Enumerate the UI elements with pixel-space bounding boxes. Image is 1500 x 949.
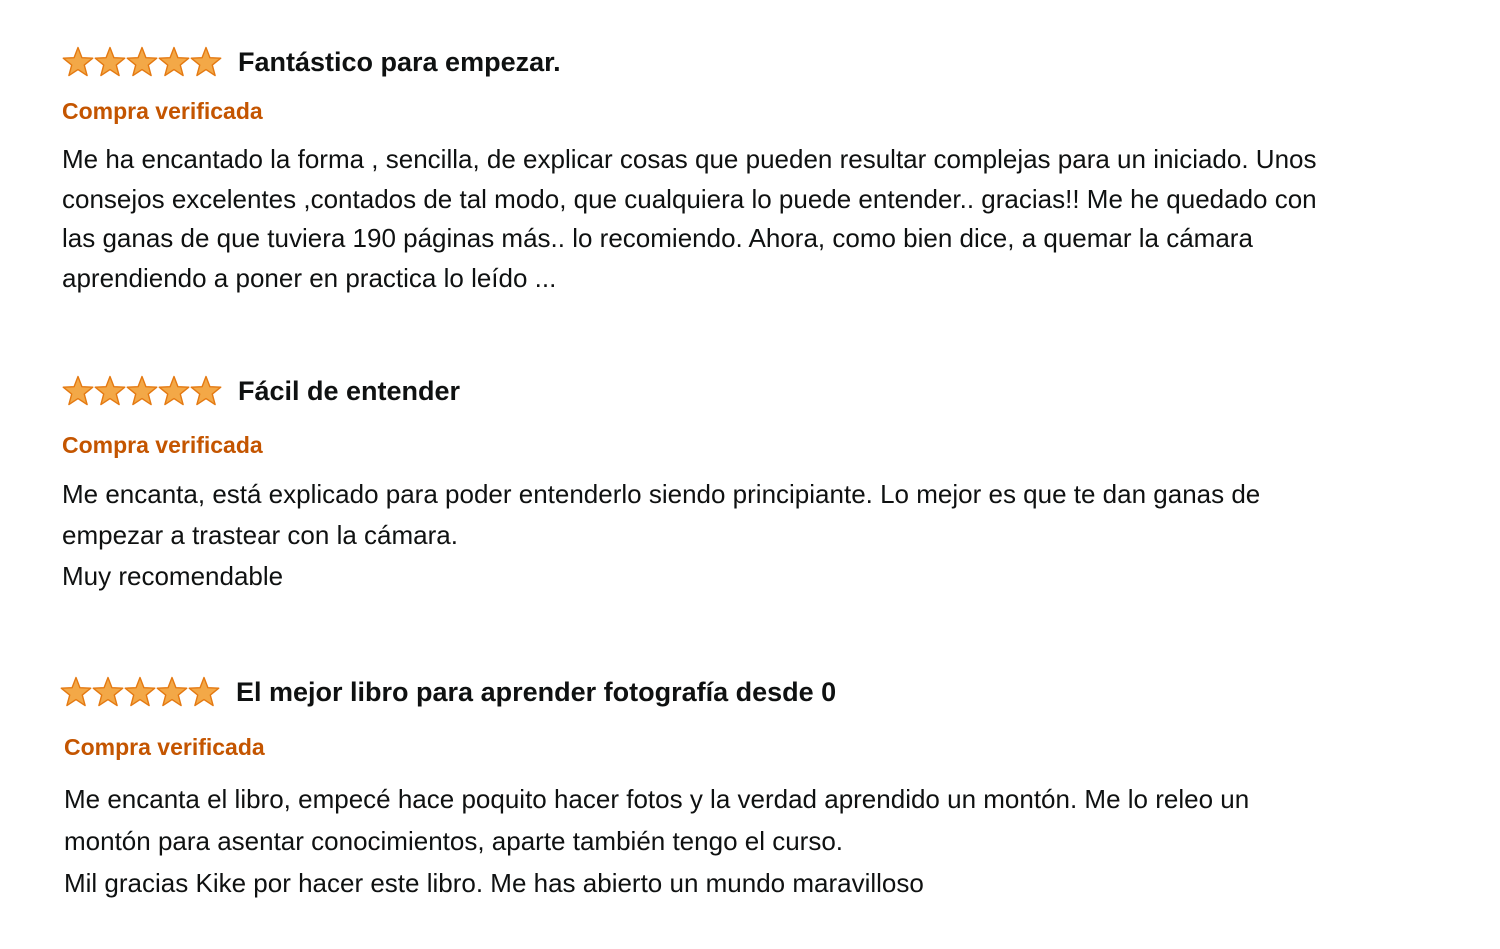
star-icon	[126, 46, 158, 78]
star-icon	[62, 375, 94, 407]
review-body	[62, 140, 1317, 298]
star-icon	[158, 375, 190, 407]
verified-purchase-badge: Compra verificada	[62, 432, 263, 458]
star-icon	[126, 375, 158, 407]
review-body-line: montón para asentar conocimientos, aparte también tengo el curso.	[64, 826, 844, 856]
review-body-line: Muy recomendable	[62, 561, 284, 591]
star-icon	[62, 46, 94, 78]
review-title[interactable]: El mejor libro para aprender fotografía desde 0	[236, 676, 837, 707]
review-body	[62, 474, 1260, 597]
review-body-line: empezar a trastear con la cámara.	[62, 520, 458, 550]
star-icon	[60, 676, 92, 708]
star-icon	[92, 676, 124, 708]
verified-purchase-badge: Compra verificada	[64, 734, 265, 760]
review-body-line: las ganas de que tuviera 190 páginas más.. lo recomiendo. Ahora, como bien dice, a quemar la cámara	[62, 223, 1253, 253]
star-icon	[190, 375, 222, 407]
review-header	[62, 46, 561, 78]
star-icon	[94, 375, 126, 407]
review-header	[62, 375, 460, 407]
star-rating[interactable]	[60, 676, 220, 708]
verified-purchase-badge: Compra verificada	[62, 98, 263, 124]
review-title[interactable]: Fantástico para empezar.	[238, 46, 561, 77]
review-title[interactable]: Fácil de entender	[238, 375, 461, 406]
star-icon	[158, 46, 190, 78]
star-icon	[94, 46, 126, 78]
star-icon	[124, 676, 156, 708]
review-body-line: Me encanta el libro, empecé hace poquito hacer fotos y la verdad aprendido un montón. Me lo releo un	[64, 784, 1250, 814]
review-body	[64, 778, 1249, 904]
star-icon	[156, 676, 188, 708]
review-body-line: Me encanta, está explicado para poder entenderlo siendo principiante. Lo mejor es que te dan ganas de	[62, 479, 1261, 509]
review-body-line: aprendiendo a poner en practica lo leído ...	[62, 262, 557, 293]
review-body-line: consejos excelentes ,contados de tal modo, que cualquiera lo puede entender.. gracias!! Me he quedado con	[62, 183, 1317, 214]
review-header	[60, 676, 836, 708]
star-icon	[190, 46, 222, 78]
star-rating[interactable]	[62, 375, 222, 407]
review-body-line: Mil gracias Kike por hacer este libro. Me has abierto un mundo maravilloso	[64, 868, 924, 898]
review-body-line: Me ha encantado la forma , sencilla, de explicar cosas que pueden resultar complejas para un iniciado. Unos	[62, 144, 1317, 174]
star-icon	[188, 676, 220, 708]
star-rating[interactable]	[62, 46, 222, 78]
